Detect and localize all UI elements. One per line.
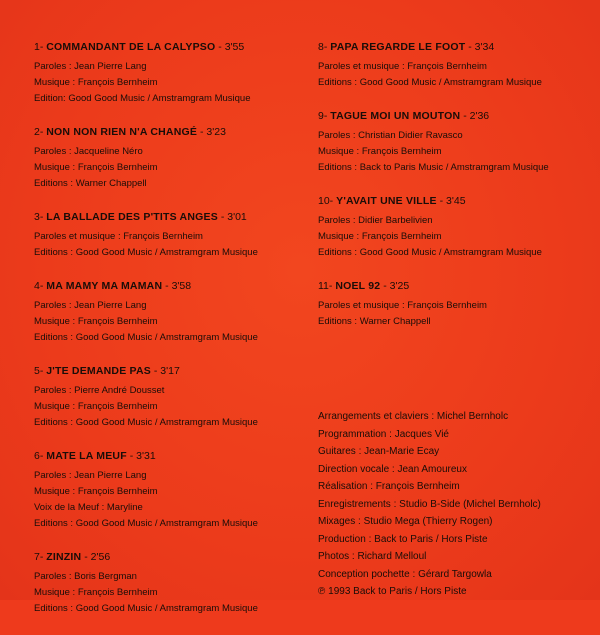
track-credit-line: Paroles : Jean Pierre Lang [34, 300, 147, 311]
track-title: COMMANDANT DE LA CALYPSO [46, 41, 216, 53]
credit-line: Guitares : Jean-Marie Ecay [318, 446, 440, 457]
credit-line: Conception pochette : Gérard Targowla [318, 568, 492, 580]
track-block [318, 40, 590, 91]
track-credit-line: Paroles : Jean Pierre Lang [34, 61, 147, 72]
track-credit-line: Editions : Good Good Music / Amstramgram Musique [318, 77, 542, 88]
track-title-line [34, 364, 304, 379]
tracklist-right-column [318, 40, 590, 348]
production-credits [318, 408, 593, 601]
track-credit-line: Paroles : Boris Bergman [34, 571, 137, 582]
track-title-line [34, 210, 304, 225]
track-title: J'TE DEMANDE PAS [46, 365, 151, 377]
track-credit-line: Musique : François Bernheim [34, 316, 158, 327]
credit-line: Programmation : Jacques Vié [318, 428, 449, 440]
track-duration: - 3'17 [153, 365, 180, 377]
track-block [34, 449, 304, 532]
track-credit-line: Edition: Good Good Music / Amstramgram Musique [34, 93, 251, 104]
track-number: 9- [318, 110, 328, 122]
track-credit-line: Paroles : Christian Didier Ravasco [318, 130, 463, 141]
credit-line: Arrangements et claviers : Michel Bernholc [318, 411, 509, 422]
track-title-line [34, 125, 304, 140]
track-title: MA MAMY MA MAMAN [46, 280, 163, 292]
track-title: PAPA REGARDE LE FOOT [330, 41, 466, 53]
track-number: 1- [34, 41, 44, 53]
track-number: 2- [34, 126, 44, 138]
track-title: ZINZIN [46, 551, 82, 563]
track-credit-line: Editions : Warner Chappell [34, 178, 147, 189]
credit-line: Photos : Richard Melloul [318, 551, 427, 562]
credit-line: Production : Back to Paris / Hors Piste [318, 533, 488, 545]
credit-line: Enregistrements : Studio B-Side (Michel Bernholc) [318, 498, 541, 510]
track-block [34, 125, 304, 192]
track-credit-line: Editions : Good Good Music / Amstramgram Musique [34, 247, 258, 258]
track-credit-line: Musique : François Bernheim [318, 231, 442, 242]
track-title-line [318, 109, 590, 124]
track-title: TAGUE MOI UN MOUTON [330, 110, 461, 122]
track-credit-line: Paroles : Jean Pierre Lang [34, 470, 147, 481]
track-credit-line: Paroles : Didier Barbelivien [318, 215, 433, 226]
track-duration: - 3'01 [220, 211, 247, 223]
track-duration: - 3'25 [383, 280, 410, 292]
track-title-line [318, 279, 590, 294]
track-duration: - 3'23 [199, 126, 226, 138]
credit-line: Direction vocale : Jean Amoureux [318, 463, 467, 475]
track-number: 3- [34, 211, 44, 223]
track-credit-line: Musique : François Bernheim [318, 146, 442, 157]
track-number: 4- [34, 280, 44, 292]
track-credit-line: Musique : François Bernheim [34, 162, 158, 173]
track-credit-line: Musique : François Bernheim [34, 486, 158, 497]
track-credit-line: Editions : Good Good Music / Amstramgram Musique [34, 332, 258, 343]
track-credit-line: Paroles et musique : François Bernheim [318, 300, 487, 311]
credit-line: Mixages : Studio Mega (Thierry Rogen) [318, 516, 493, 527]
track-credit-line: Editions : Warner Chappell [318, 316, 431, 327]
track-duration: - 3'34 [468, 41, 495, 53]
track-credit-line: Editions : Good Good Music / Amstramgram Musique [318, 247, 542, 258]
tracklist-left-column [34, 40, 304, 635]
track-credit-line: Musique : François Bernheim [34, 77, 158, 88]
credit-line: Réalisation : François Bernheim [318, 481, 460, 492]
track-title: Y'AVAIT UNE VILLE [336, 195, 437, 207]
credit-line: ℗ 1993 Back to Paris / Hors Piste [318, 586, 467, 597]
track-block [318, 194, 590, 261]
track-title-line [34, 449, 304, 464]
track-title: MATE LA MEUF [46, 450, 127, 462]
track-block [318, 109, 590, 176]
track-credit-line: Paroles et musique : François Bernheim [34, 231, 203, 242]
track-title: NON NON RIEN N'A CHANGÉ [46, 126, 198, 138]
track-duration: - 3'31 [129, 450, 156, 462]
track-title-line [34, 550, 304, 565]
track-title-line [318, 194, 590, 209]
track-title-line [34, 40, 304, 55]
track-credit-line: Editions : Good Good Music / Amstramgram Musique [34, 518, 258, 529]
track-duration: - 3'45 [439, 195, 466, 207]
track-number: 10- [318, 195, 334, 207]
track-block [34, 550, 304, 617]
track-block [34, 364, 304, 431]
track-credit-line: Editions : Back to Paris Music / Amstramgram Musique [318, 162, 549, 173]
track-credit-line: Editions : Good Good Music / Amstramgram Musique [34, 417, 258, 428]
track-number: 7- [34, 551, 44, 563]
track-number: 5- [34, 365, 44, 377]
track-number: 11- [318, 280, 333, 292]
track-block [34, 40, 304, 107]
track-duration: - 3'55 [218, 41, 245, 53]
track-duration: - 3'58 [165, 280, 192, 292]
track-credit-line: Paroles : Jacqueline Néro [34, 146, 143, 157]
track-credit-line: Editions : Good Good Music / Amstramgram Musique [34, 603, 258, 614]
track-duration: - 2'36 [463, 110, 490, 122]
track-block [34, 210, 304, 261]
track-credit-line: Paroles : Pierre André Dousset [34, 385, 165, 396]
track-title-line [34, 279, 304, 294]
track-number: 8- [318, 41, 328, 53]
track-credit-line: Musique : François Bernheim [34, 587, 158, 598]
track-block [318, 279, 590, 330]
track-credit-line: Voix de la Meuf : Maryline [34, 502, 143, 513]
track-duration: - 2'56 [84, 551, 111, 563]
track-block [34, 279, 304, 346]
track-title-line [318, 40, 590, 55]
track-title: NOEL 92 [335, 280, 381, 292]
track-number: 6- [34, 450, 44, 462]
track-credit-line: Paroles et musique : François Bernheim [318, 61, 487, 72]
track-credit-line: Musique : François Bernheim [34, 401, 158, 412]
track-title: LA BALLADE DES P'TITS ANGES [46, 211, 218, 223]
